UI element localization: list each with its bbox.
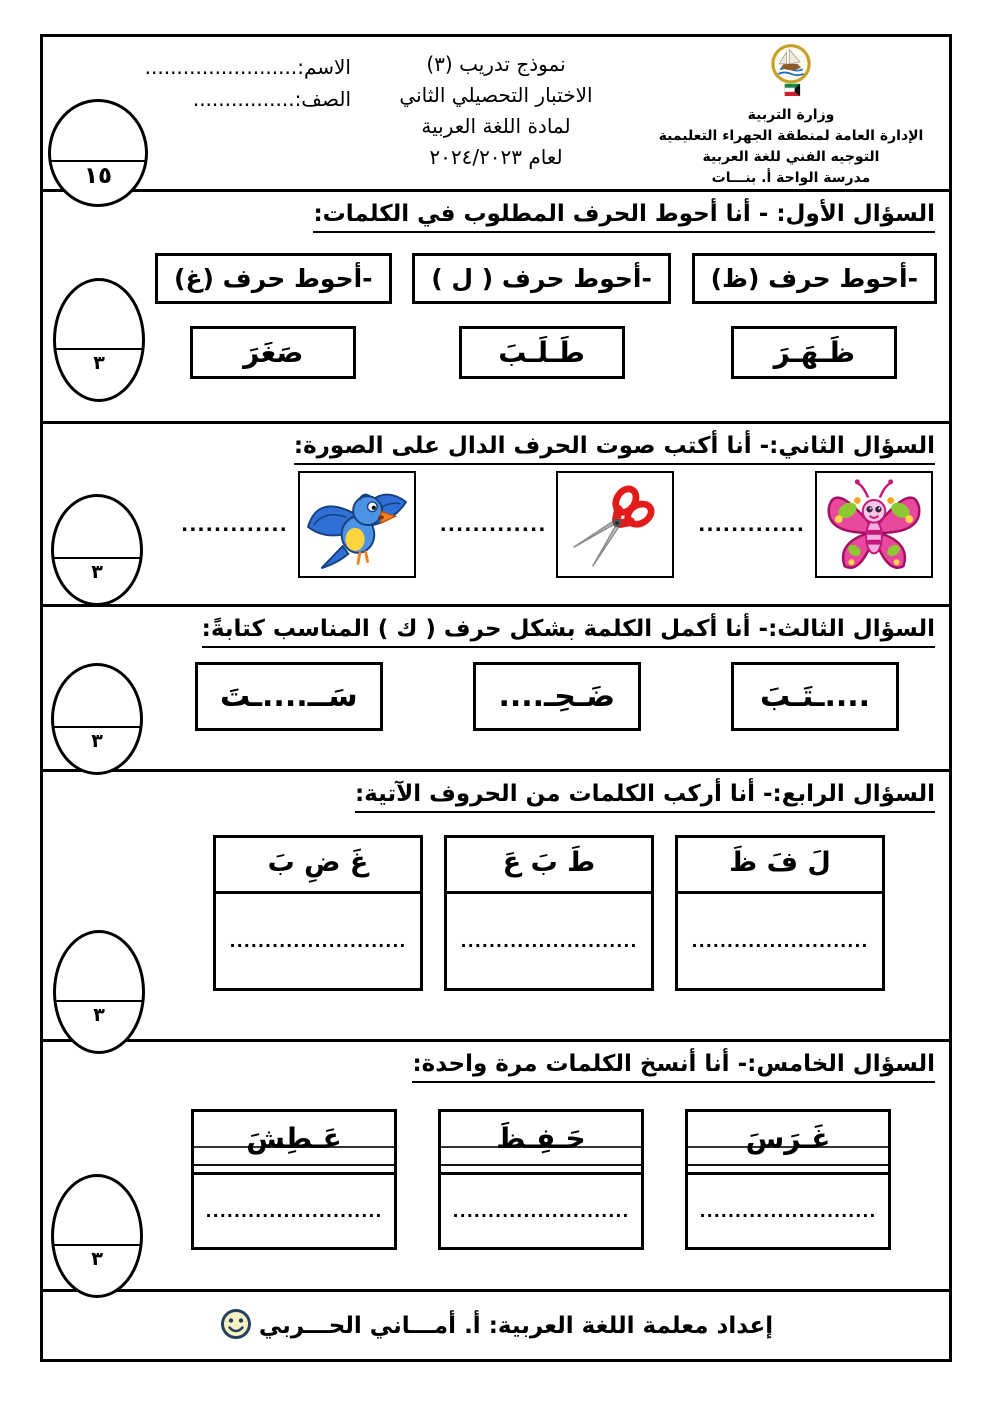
question-1-mark: ٣ xyxy=(93,351,105,374)
q5-word: حَـفِـظَ xyxy=(441,1112,641,1166)
class-label: الصف: xyxy=(294,87,351,111)
q5-ruled-gap xyxy=(441,1166,641,1175)
question-4-title: السؤال الرابع:- أنا أركب الكلمات من الحروف الآتية: xyxy=(43,781,935,807)
question-4-mark-badge xyxy=(53,930,145,1054)
q1-word-box[interactable]: ظَـهَـرَ xyxy=(731,326,897,379)
q2-item xyxy=(698,471,933,578)
question-3-mark-badge xyxy=(51,663,143,775)
exam-title-line: لمادة اللغة العربية xyxy=(421,114,571,138)
q2-answer-blank[interactable]: ............. xyxy=(698,513,805,536)
q3-word-blank[interactable]: ضَـحِـ.... xyxy=(473,662,641,731)
question-3-mark: ٣ xyxy=(91,729,103,752)
q4-item xyxy=(444,835,654,991)
question-4-mark: ٣ xyxy=(93,1003,105,1026)
question-5-mark: ٣ xyxy=(91,1247,103,1270)
worksheet-sheet xyxy=(40,34,952,1362)
smiley-face-icon xyxy=(219,1307,253,1345)
q2-item xyxy=(181,471,416,578)
q1-item xyxy=(155,253,392,379)
q3-word-blank[interactable]: سَــ....ـتَ xyxy=(195,662,383,731)
q1-word-box[interactable]: طَـلَـبَ xyxy=(459,326,625,379)
question-5-items xyxy=(191,1109,891,1250)
q2-answer-blank[interactable]: ............. xyxy=(181,513,288,536)
q5-word: غَـرَسَ xyxy=(688,1112,888,1166)
question-2 xyxy=(43,421,949,604)
q5-word: عَـطِشَ xyxy=(194,1112,394,1166)
q4-answer-blank[interactable]: ......................... xyxy=(229,931,407,951)
mark-divider-line xyxy=(54,1244,140,1246)
butterfly-image xyxy=(815,471,933,578)
header xyxy=(43,37,949,189)
q1-word-box[interactable]: صَغَرَ xyxy=(190,326,356,379)
question-5-mark-badge xyxy=(51,1174,143,1298)
question-2-title: السؤال الثاني:- أنا أكتب صوت الحرف الدال على الصورة: xyxy=(43,433,935,459)
q5-ruled-gap xyxy=(194,1166,394,1175)
q1-instruction-box: -أحوط حرف ( ل ) xyxy=(412,253,671,304)
ministry-line: مدرسة الواحة أ. بنـــات xyxy=(711,170,871,186)
q3-word-blank[interactable]: ....ـتَـبَ xyxy=(731,662,899,731)
question-2-mark-badge xyxy=(51,494,143,606)
question-5 xyxy=(43,1039,949,1289)
question-3-items xyxy=(195,662,899,731)
mark-divider-line xyxy=(56,1000,142,1002)
mark-divider-line xyxy=(54,557,140,559)
q4-answer-blank[interactable]: ......................... xyxy=(691,931,869,951)
q4-answer-blank[interactable]: ......................... xyxy=(460,931,638,951)
exam-title-line: لعام ٢٠٢٤/٢٠٢٣ xyxy=(429,145,563,169)
mark-divider-line xyxy=(56,348,142,350)
mark-divider-line xyxy=(51,160,145,162)
q5-item xyxy=(438,1109,644,1250)
exam-title-block xyxy=(351,43,641,189)
q4-item xyxy=(675,835,885,991)
q5-ruled-gap xyxy=(688,1166,888,1175)
ministry-line: التوجيه الفني للغة العربية xyxy=(702,149,880,165)
scissors-image xyxy=(556,471,674,578)
exam-title-line: نموذج تدريب (٣) xyxy=(426,52,566,76)
question-2-mark: ٣ xyxy=(91,560,103,583)
q1-item xyxy=(692,253,937,379)
q4-item xyxy=(213,835,423,991)
question-3 xyxy=(43,604,949,769)
question-5-title: السؤال الخامس:- أنا أنسخ الكلمات مرة واحدة: xyxy=(43,1051,935,1077)
q4-letters: غَ ضِ بَ xyxy=(216,838,420,894)
question-1-title: السؤال الأول: - أنا أحوط الحرف المطلوب في الكلمات: xyxy=(43,201,935,227)
question-1-items xyxy=(155,253,937,379)
q2-item xyxy=(440,471,675,578)
question-4-items xyxy=(213,835,885,991)
ministry-line: الإدارة العامة لمنطقة الجهراء التعليمية xyxy=(658,128,924,144)
q1-instruction-box: -أحوط حرف (ظ) xyxy=(692,253,937,304)
total-mark-value: ١٥ xyxy=(83,163,113,190)
exam-title-line: الاختبار التحصيلي الثاني xyxy=(399,83,593,107)
ministry-block xyxy=(641,43,941,189)
q5-answer-blank[interactable]: ......................... xyxy=(699,1201,877,1221)
q5-answer-blank[interactable]: ......................... xyxy=(205,1201,383,1221)
question-3-title: السؤال الثالث:- أنا أكمل الكلمة بشكل حرف ( ك ) المناسب كتابةً: xyxy=(43,616,935,642)
q2-answer-blank[interactable]: ............. xyxy=(439,513,547,536)
name-field[interactable]: ........................ xyxy=(144,55,298,79)
question-1-mark-badge xyxy=(53,278,145,402)
q5-item xyxy=(685,1109,891,1250)
bird-image xyxy=(298,471,416,578)
question-4 xyxy=(43,769,949,1039)
question-1 xyxy=(43,189,949,421)
name-label: الاسم: xyxy=(297,55,351,79)
q1-instruction-box: -أحوط حرف (غ) xyxy=(155,253,392,304)
question-2-items xyxy=(181,471,933,578)
q5-item xyxy=(191,1109,397,1250)
total-mark-badge xyxy=(48,99,148,207)
class-field[interactable]: ................ xyxy=(192,87,295,111)
kuwait-emblem-icon xyxy=(768,43,814,105)
q4-letters: طَ بَ عَ xyxy=(447,838,651,894)
q1-item xyxy=(412,253,671,379)
mark-divider-line xyxy=(54,726,140,728)
footer xyxy=(43,1289,949,1359)
teacher-credit-text: إعداد معلمة اللغة العربية: أ. أمـــاني الحـــربي xyxy=(258,1312,774,1339)
q5-answer-blank[interactable]: ......................... xyxy=(452,1201,630,1221)
ministry-line: وزارة التربية xyxy=(747,107,835,123)
q4-letters: لَ فَ ظَ xyxy=(678,838,882,894)
